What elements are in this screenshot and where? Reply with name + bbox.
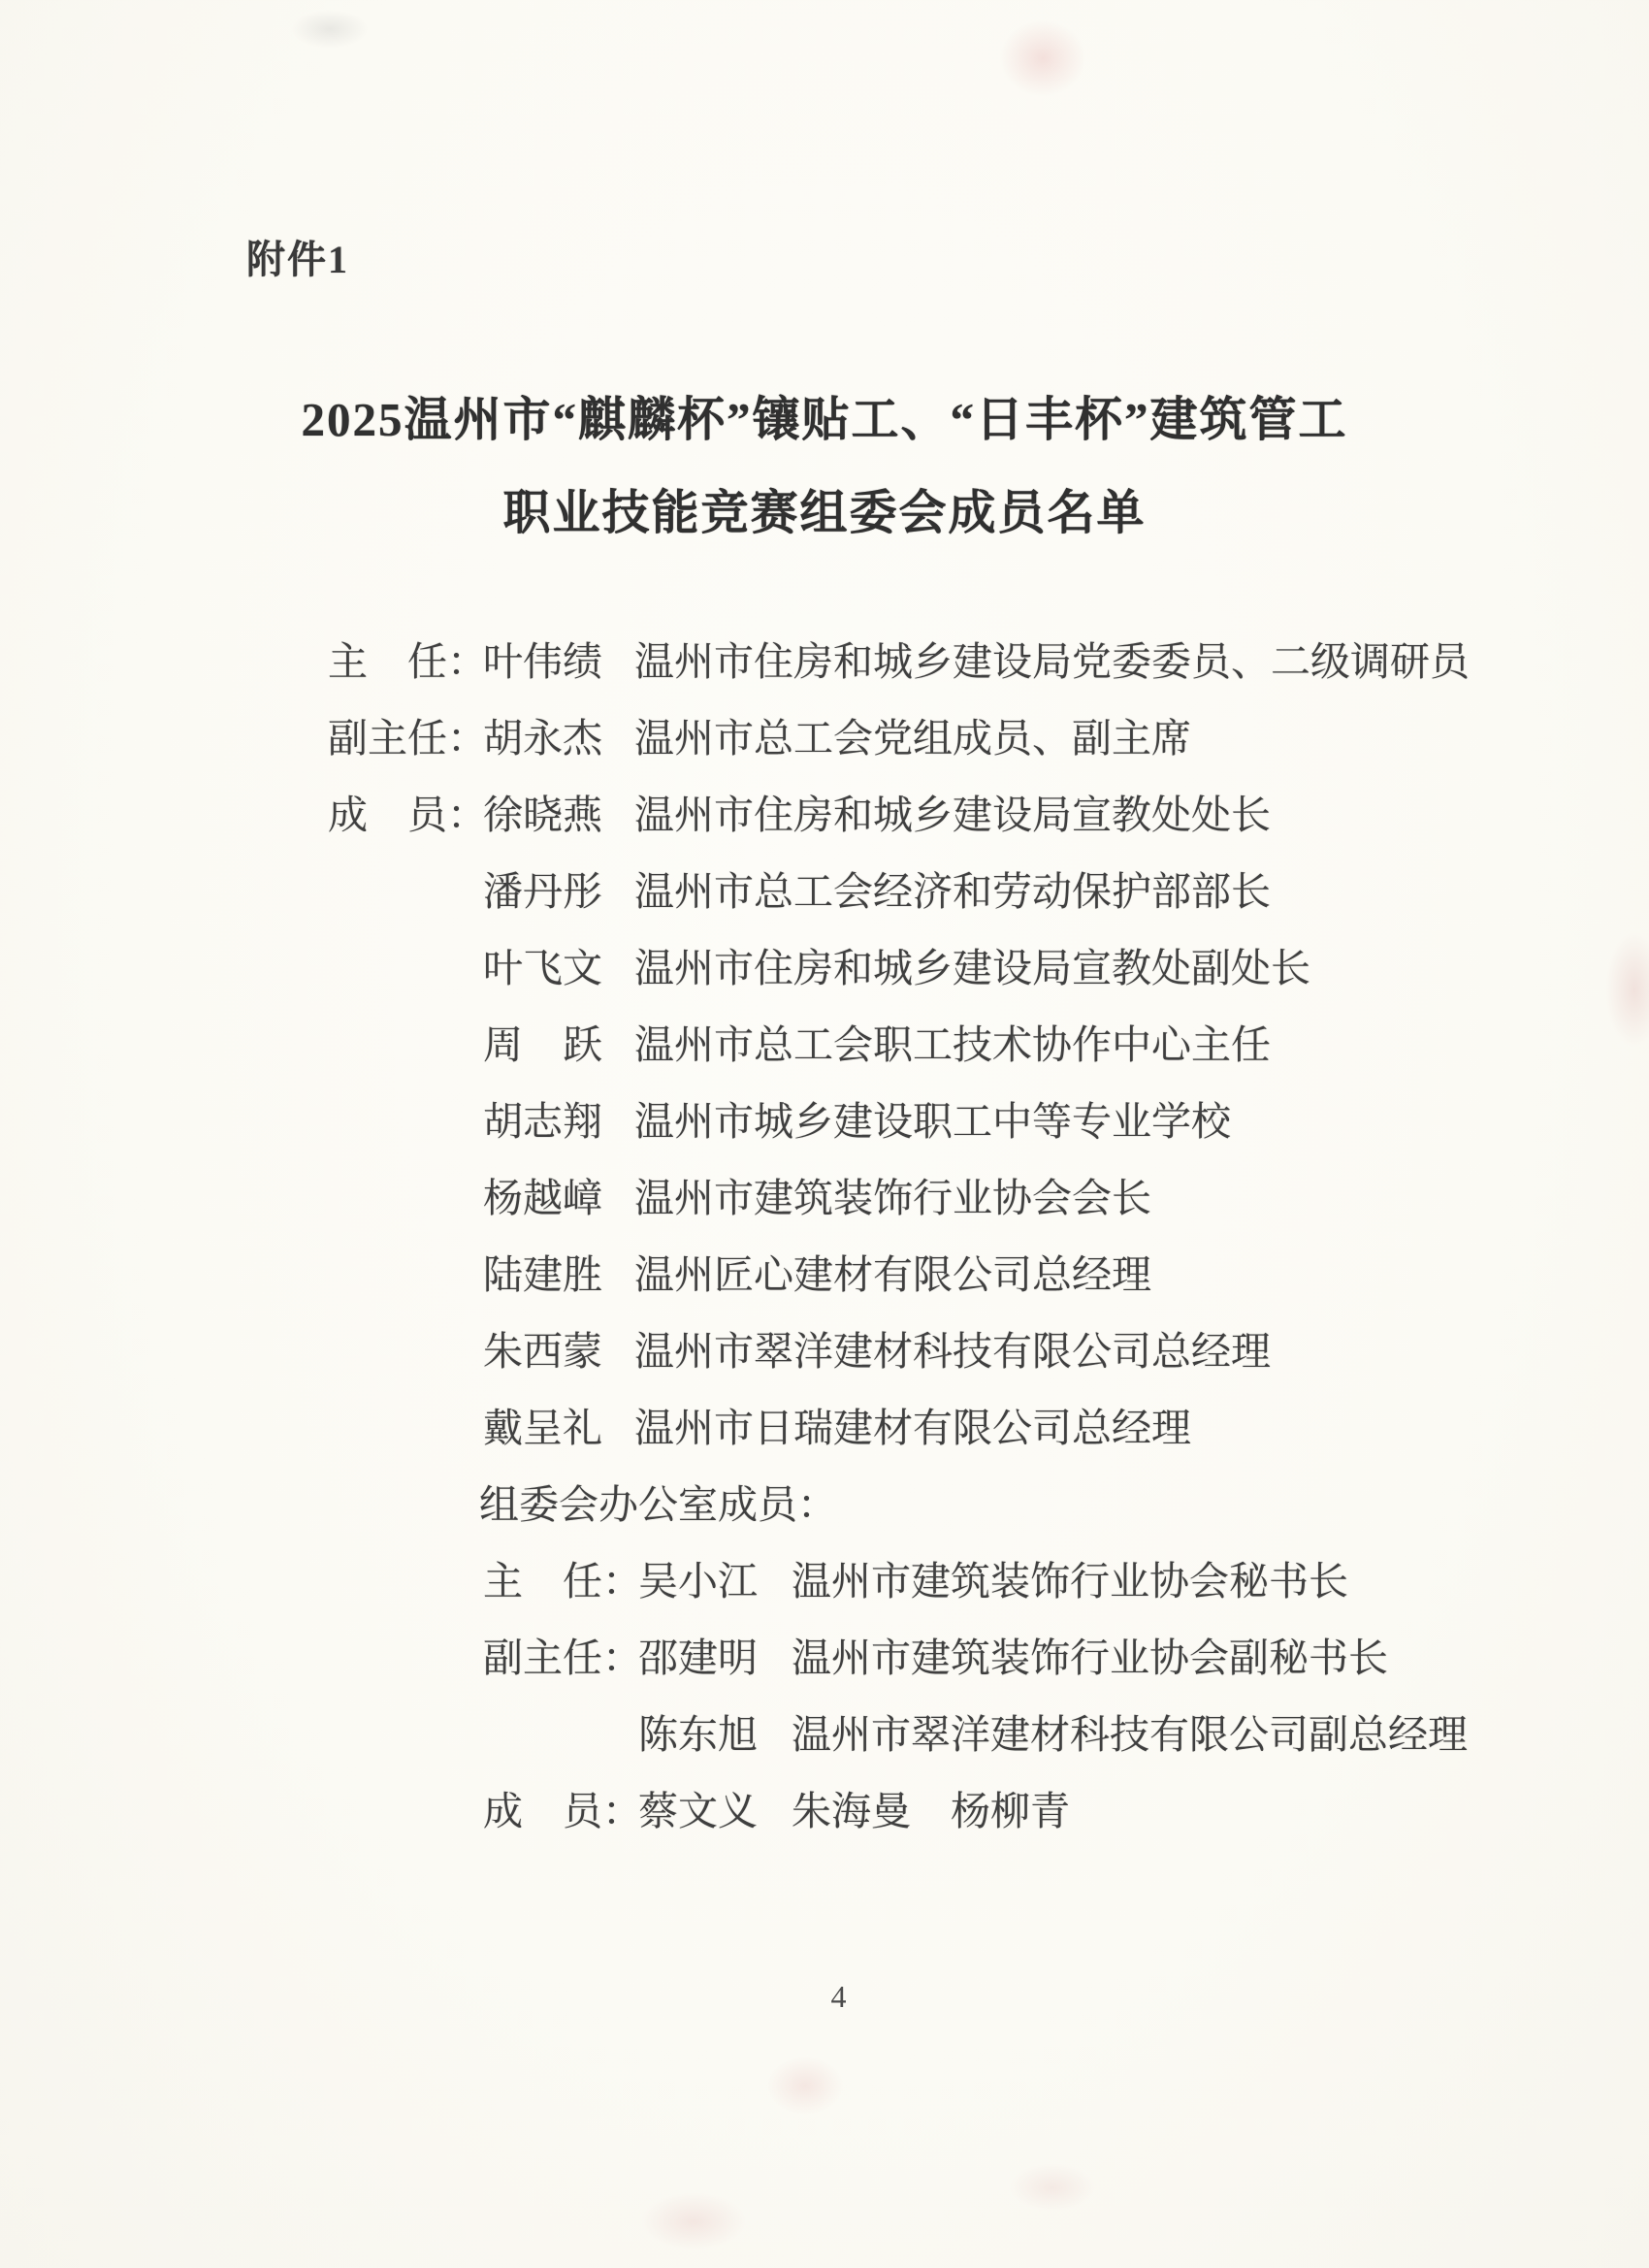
line-name: 徐晓燕	[483, 793, 602, 837]
line-desc: 组委会办公室成员：	[479, 1482, 837, 1527]
line-desc: 温州市住房和城乡建设局宣教处处长	[634, 793, 1271, 837]
line-desc: 温州市总工会职工技术协作中心主任	[634, 1022, 1271, 1067]
line-name: 杨越嶂	[483, 1176, 602, 1220]
line-desc: 温州市建筑装饰行业协会副秘书长	[792, 1636, 1388, 1680]
scan-artifact	[999, 19, 1086, 97]
line-name: 邵建明	[638, 1636, 758, 1680]
committee-line	[0, 717, 1649, 794]
line-name: 潘丹彤	[483, 869, 602, 914]
scan-artifact	[640, 2192, 747, 2251]
line-desc: 温州市住房和城乡建设局党委委员、二级调研员	[634, 639, 1470, 684]
line-role: 主 任：	[483, 1559, 642, 1604]
page-number: 4	[830, 1979, 848, 2014]
committee-list	[0, 640, 1649, 1866]
scan-artifact	[291, 10, 369, 49]
line-role: 成 员：	[483, 1789, 642, 1833]
committee-line	[0, 1636, 1649, 1713]
line-desc: 温州市城乡建设职工中等专业学校	[634, 1099, 1231, 1144]
line-name: 朱西蒙	[483, 1329, 602, 1374]
committee-line	[0, 1713, 1649, 1790]
line-role: 副主任：	[328, 716, 487, 761]
committee-line	[0, 1330, 1649, 1407]
scan-artifact	[766, 2057, 844, 2115]
line-role: 主 任：	[328, 639, 487, 684]
line-name: 叶伟绩	[483, 639, 602, 684]
line-desc: 温州匠心建材有限公司总经理	[634, 1252, 1151, 1297]
committee-line	[0, 794, 1649, 870]
line-desc: 温州市建筑装饰行业协会秘书长	[792, 1559, 1348, 1604]
scan-artifact	[1009, 2163, 1096, 2212]
line-role: 成 员：	[328, 793, 487, 837]
committee-line	[0, 947, 1649, 1023]
attachment-label: 附件1	[246, 238, 349, 281]
document-title-line1: 2025温州市“麒麟杯”镶贴工、“日丰杯”建筑管工	[301, 393, 1348, 446]
line-name: 胡志翔	[483, 1099, 602, 1144]
line-name: 蔡文义	[638, 1789, 758, 1833]
committee-line	[0, 1560, 1649, 1636]
committee-line	[0, 640, 1649, 717]
line-desc: 温州市翠洋建材科技有限公司副总经理	[792, 1712, 1468, 1757]
committee-line	[0, 1100, 1649, 1177]
committee-line	[0, 870, 1649, 947]
committee-line	[0, 1177, 1649, 1253]
line-name: 胡永杰	[483, 716, 602, 761]
document-title-line2: 职业技能竞赛组委会成员名单	[502, 486, 1147, 539]
committee-line	[0, 1483, 1649, 1560]
committee-line	[0, 1023, 1649, 1100]
line-name: 周 跃	[483, 1022, 602, 1067]
committee-line	[0, 1253, 1649, 1330]
line-desc: 温州市翠洋建材科技有限公司总经理	[634, 1329, 1271, 1374]
line-desc: 温州市建筑装饰行业协会会长	[634, 1176, 1151, 1220]
committee-line	[0, 1790, 1649, 1866]
line-name: 叶飞文	[483, 946, 602, 990]
line-name: 陈东旭	[638, 1712, 758, 1757]
line-desc: 温州市总工会党组成员、副主席	[634, 716, 1191, 761]
committee-line	[0, 1407, 1649, 1483]
line-name: 吴小江	[638, 1559, 758, 1604]
line-desc: 温州市总工会经济和劳动保护部部长	[634, 869, 1271, 914]
line-name: 陆建胜	[483, 1252, 602, 1297]
line-desc: 温州市住房和城乡建设局宣教处副处长	[634, 946, 1310, 990]
line-desc: 温州市日瑞建材有限公司总经理	[634, 1406, 1191, 1450]
line-name: 戴呈礼	[483, 1406, 602, 1450]
line-role: 副主任：	[483, 1636, 642, 1680]
line-desc: 朱海曼 杨柳青	[792, 1789, 1070, 1833]
